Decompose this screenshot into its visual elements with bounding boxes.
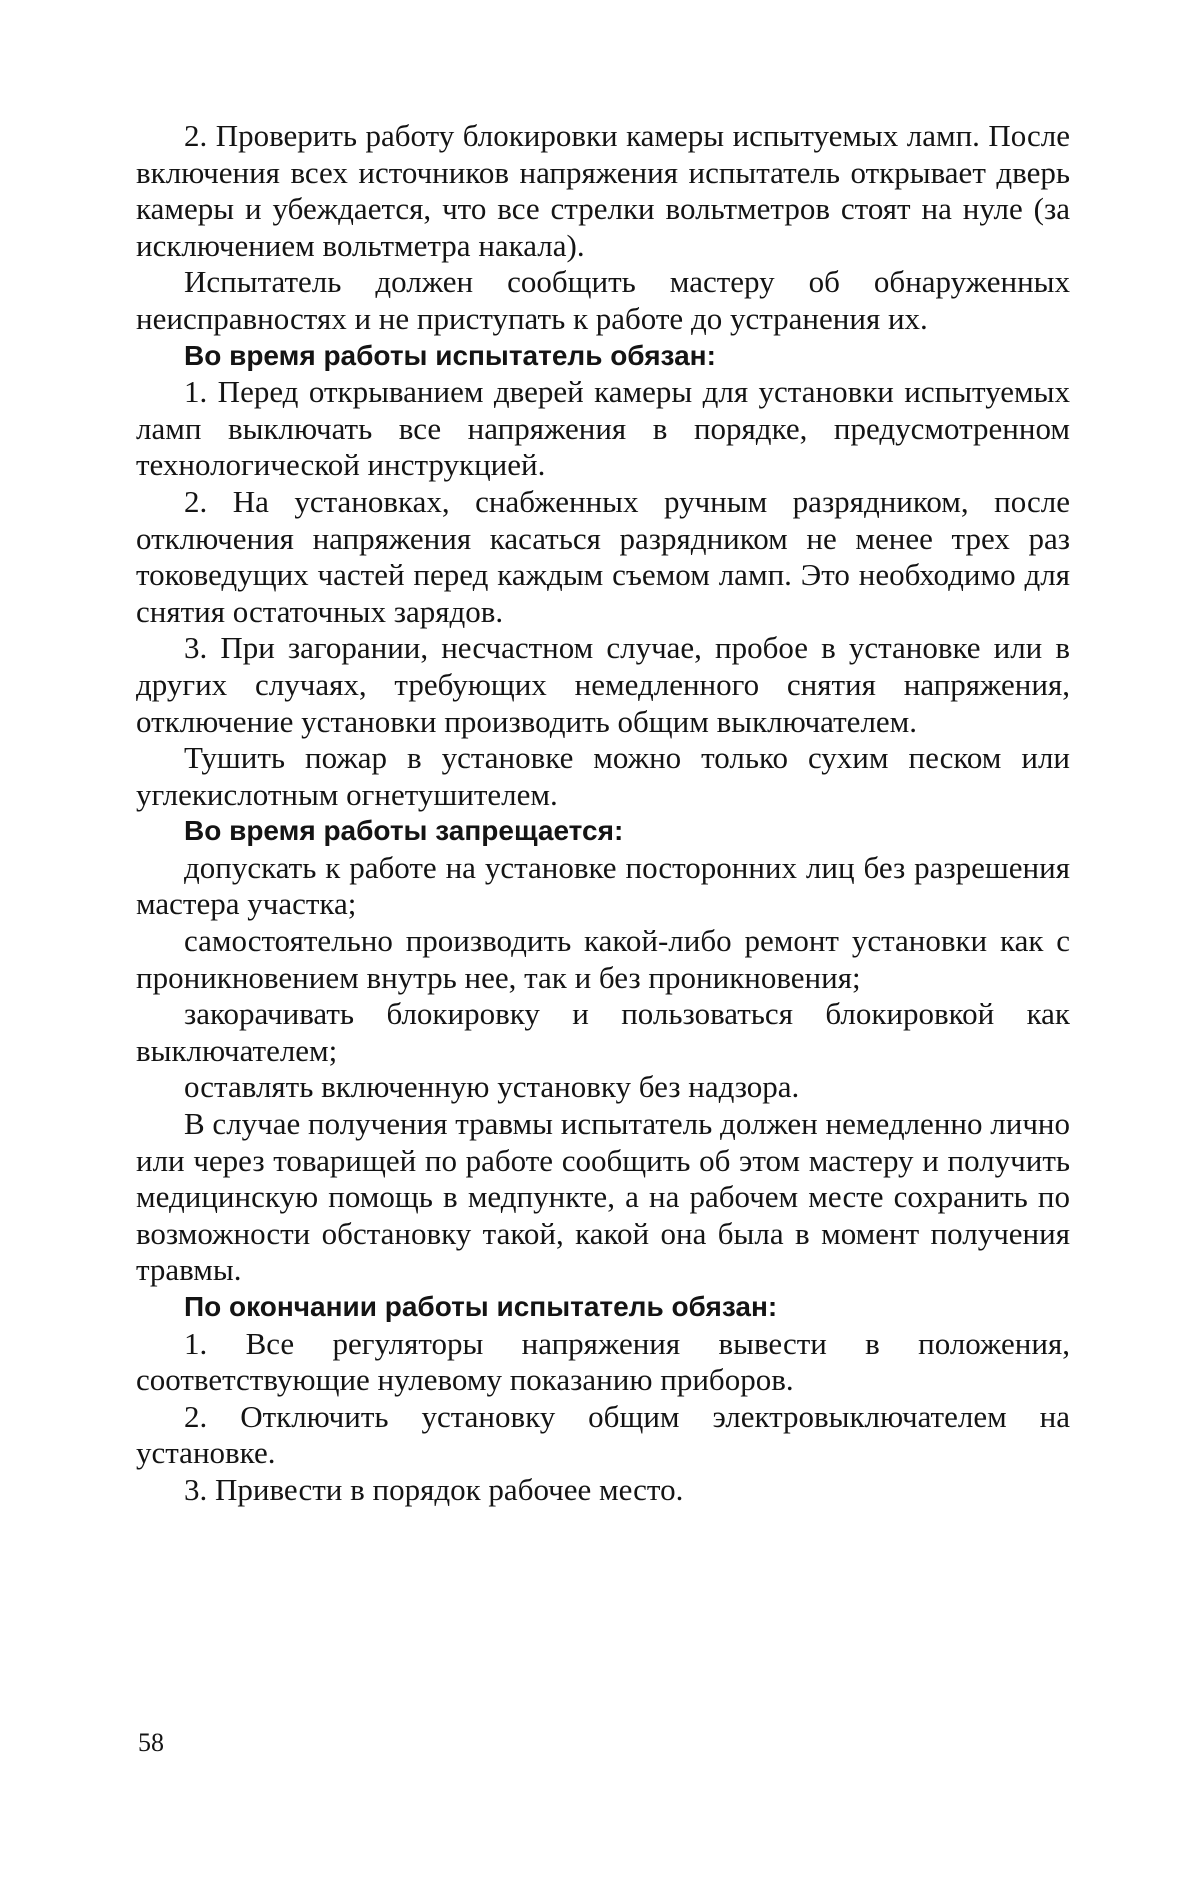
page-body: [136, 118, 1070, 1509]
paragraph-tidy-workplace: 3. Привести в порядок рабочее место.: [136, 1472, 1070, 1509]
heading-end-of-work-obliged: По окончании работы испытатель обязан:: [136, 1289, 1070, 1326]
paragraph-switch-off-voltages: 1. Перед открыванием дверей камеры для установки испытуемых ламп выключать все напряжения в порядке, предусмотренном технологической инструкцией.: [136, 374, 1070, 484]
paragraph-prohibit-short-interlock: закорачивать блокировку и пользоваться блокиров­кой как выключателем;: [136, 996, 1070, 1069]
page-number: 58: [138, 1728, 164, 1758]
paragraph-prohibit-outsiders: допускать к работе на установке посторонних лиц без разрешения мастера участка;: [136, 850, 1070, 923]
heading-during-work-obliged: Во время работы испытатель обязан:: [136, 338, 1070, 375]
paragraph-regulators-to-zero: 1. Все регуляторы напряжения вывести в положения, соответствующие нулевому показанию приборов.: [136, 1326, 1070, 1399]
paragraph-fire-extinguishing: Тушить пожар в установке можно только сухим песком или углекислотным огнетушителем.: [136, 740, 1070, 813]
paragraph-emergency-shutdown: 3. При загорании, несчастном случае, пробое в уста­новке или в других случаях, требующих немедленного снятия напряжения, отключение установки производить общим выключателем.: [136, 630, 1070, 740]
paragraph-check-chamber-interlock: 2. Проверить работу блокировки камеры испытуемых ламп. После включения всех источников напряжения испытатель открывает дверь камеры и убеждается, что все стрелки вольтметров стоят на нуле (за исключением вольтметра накала).: [136, 118, 1070, 264]
paragraph-prohibit-self-repair: самостоятельно производить какой-либо ремонт уста­новки как с проникновением внутрь нее, так и без про­никновения;: [136, 923, 1070, 996]
paragraph-report-faults: Испытатель должен сообщить мастеру об обнаружен­ных неисправностях и не приступать к работе до устра­нения их.: [136, 264, 1070, 337]
paragraph-discharger: 2. На установках, снабженных ручным разрядником, после отключения напряжения касаться разрядником не менее трех раз токоведущих частей перед каждым съе­мом ламп. Это необходимо для снятия остаточных за­рядов.: [136, 484, 1070, 630]
paragraph-prohibit-unattended: оставлять включенную установку без надзора.: [136, 1069, 1070, 1106]
heading-during-work-prohibited: Во время работы запрещается:: [136, 813, 1070, 850]
paragraph-disconnect-main-switch: 2. Отключить установку общим электровыключате­лем на установке.: [136, 1399, 1070, 1472]
paragraph-injury-procedure: В случае получения травмы испытатель должен не­медленно лично или через товарищей по работе сооб­щить об этом мастеру и получить медицинскую помощь в медпункте, а на рабочем месте сохранить по возмож­ности обстановку такой, какой она была в момент полу­чения травмы.: [136, 1106, 1070, 1289]
